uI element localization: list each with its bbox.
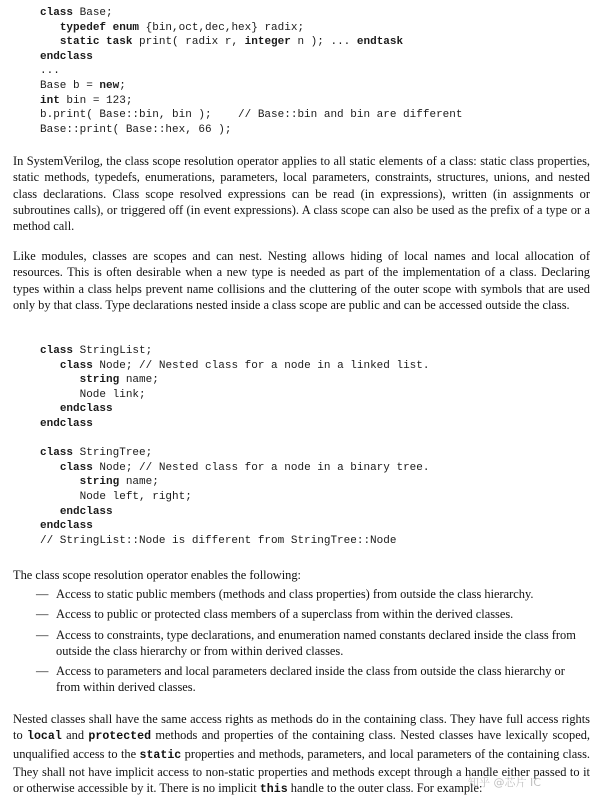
list-item (36, 586, 590, 602)
code-keyword: static task (59, 36, 133, 49)
code-keyword: class (40, 447, 74, 460)
list-item (36, 663, 590, 696)
code-text: Node left, right; (40, 490, 192, 503)
code-keyword: class (40, 7, 74, 19)
code-keyword: new (99, 79, 120, 92)
code-text: Base; (73, 7, 113, 19)
paragraph-text: handle to the outer class. For example: (287, 781, 483, 796)
code-text: n ); ... (290, 36, 357, 49)
paragraph-access-rights (13, 711, 590, 798)
paragraph-operator-enables (13, 567, 590, 583)
dash-bullet: — (36, 664, 49, 679)
code-text: Base b = (40, 79, 100, 92)
code-text (40, 403, 60, 415)
paragraph-text: In SystemVerilog, the class scope resolution operator applies to all static elements of a class: static class properties, static methods, typedefs, enumerations, parameters, local parameters, constraints, structures, unions, and nested class declarations. Class scope resolved expressions can be read (in expressions), written (in assignments or subroutines calls), or triggered off (in event expressions). A class scope can also be used as the prefix of a type or a method call. (13, 154, 590, 234)
code-keyword: endclass (40, 50, 93, 63)
code-text: Node link; (40, 388, 146, 401)
code-text: b.print( Base::bin, bin ); // Base::bin and bin are different (40, 109, 463, 122)
code-text: bin = 123; (59, 94, 133, 107)
list-item (36, 606, 590, 622)
code-text (40, 360, 60, 372)
code-keyword: string (79, 374, 120, 387)
code-text: ... (40, 65, 60, 78)
code-text: {bin,oct,dec,hex} radix; (139, 21, 305, 34)
code-keyword: class (40, 345, 74, 357)
code-keyword: endclass (59, 403, 113, 416)
dash-bullet: — (36, 627, 49, 642)
list-item-text: Access to parameters and local parameters declared inside the class from outside the class hierarchy or from within derived classes. (56, 664, 565, 695)
inline-code: protected (88, 730, 152, 744)
code-text: StringList; (73, 345, 153, 357)
code-block-nested-classes (40, 344, 429, 548)
code-keyword: integer (244, 36, 291, 49)
code-text (40, 506, 60, 518)
code-keyword: endclass (40, 417, 93, 430)
paragraph-text: Like modules, classes are scopes and can nest. Nesting allows hiding of local names and local allocation of resources. This is often desirable when a new type is needed as part of the implementation of a class. Declaring types within a class helps prevent name collisions and the cluttering of the outer scope with symbols that are used only by that class. Type declarations nested inside a class scope are public and can be accessed outside the class. (13, 249, 590, 312)
list-item-text: Access to static public members (methods and class properties) from outside the class hierarchy. (56, 587, 534, 601)
inline-code: static (139, 748, 182, 762)
inline-code: local (27, 730, 62, 744)
list-item-text: Access to constraints, type declarations, and enumeration named constants declared inside the class from outside the class hierarchy or from within derived classes. (56, 627, 576, 658)
paragraph-nested-classes (13, 248, 590, 313)
paragraph-text: properties and methods, parameters, and local parameters of the containing class. They shall not have implicit access to non-static properties and methods except through a handle either passed to it or otherwise accessible by it. There is no implicit (13, 746, 590, 796)
code-keyword: endclass (59, 505, 113, 518)
code-text (40, 22, 60, 34)
code-keyword: endclass (40, 520, 93, 533)
code-text: print( radix r, (132, 36, 245, 49)
code-text: ; (119, 79, 126, 92)
list-item (36, 627, 590, 660)
code-text: Node; // Nested class for a node in a linked list. (92, 359, 430, 372)
paragraph-text: methods and properties of the containing class. Nested classes have lexically scoped, unqualified access to the (13, 728, 590, 761)
watermark-text: 知乎 @芯片 IC (468, 776, 541, 789)
access-list (36, 586, 590, 700)
code-text (40, 476, 80, 488)
code-text: Base::print( Base::hex, 66 ); (40, 123, 232, 136)
code-text: name; (119, 374, 159, 387)
list-item-text: Access to public or protected class members of a superclass from within the derived classes. (56, 607, 514, 622)
paragraph-text: and (61, 728, 89, 743)
code-text: // StringList::Node is different from StringTree::Node (40, 534, 397, 547)
code-block-base-class (40, 6, 462, 137)
code-keyword: int (40, 94, 60, 107)
code-text (40, 374, 80, 386)
paragraph-text: The class scope resolution operator enables the following: (13, 568, 301, 582)
code-text: StringTree; (73, 447, 153, 460)
code-text: Node; // Nested class for a node in a binary tree. (92, 461, 430, 474)
code-keyword: class (59, 359, 93, 372)
code-text (40, 36, 60, 48)
dash-bullet: — (36, 587, 49, 601)
inline-code: this (259, 783, 288, 797)
code-text (40, 462, 60, 474)
code-keyword: typedef enum (59, 21, 140, 34)
paragraph-text: Nested classes shall have the same access rights as methods do in the containing class. They have full access rights to (13, 712, 590, 743)
code-text: name; (119, 476, 159, 489)
code-keyword: class (59, 461, 93, 474)
paragraph-scope-resolution (13, 153, 590, 234)
code-keyword: endtask (356, 36, 404, 49)
code-keyword: string (79, 476, 120, 489)
dash-bullet: — (36, 607, 49, 622)
